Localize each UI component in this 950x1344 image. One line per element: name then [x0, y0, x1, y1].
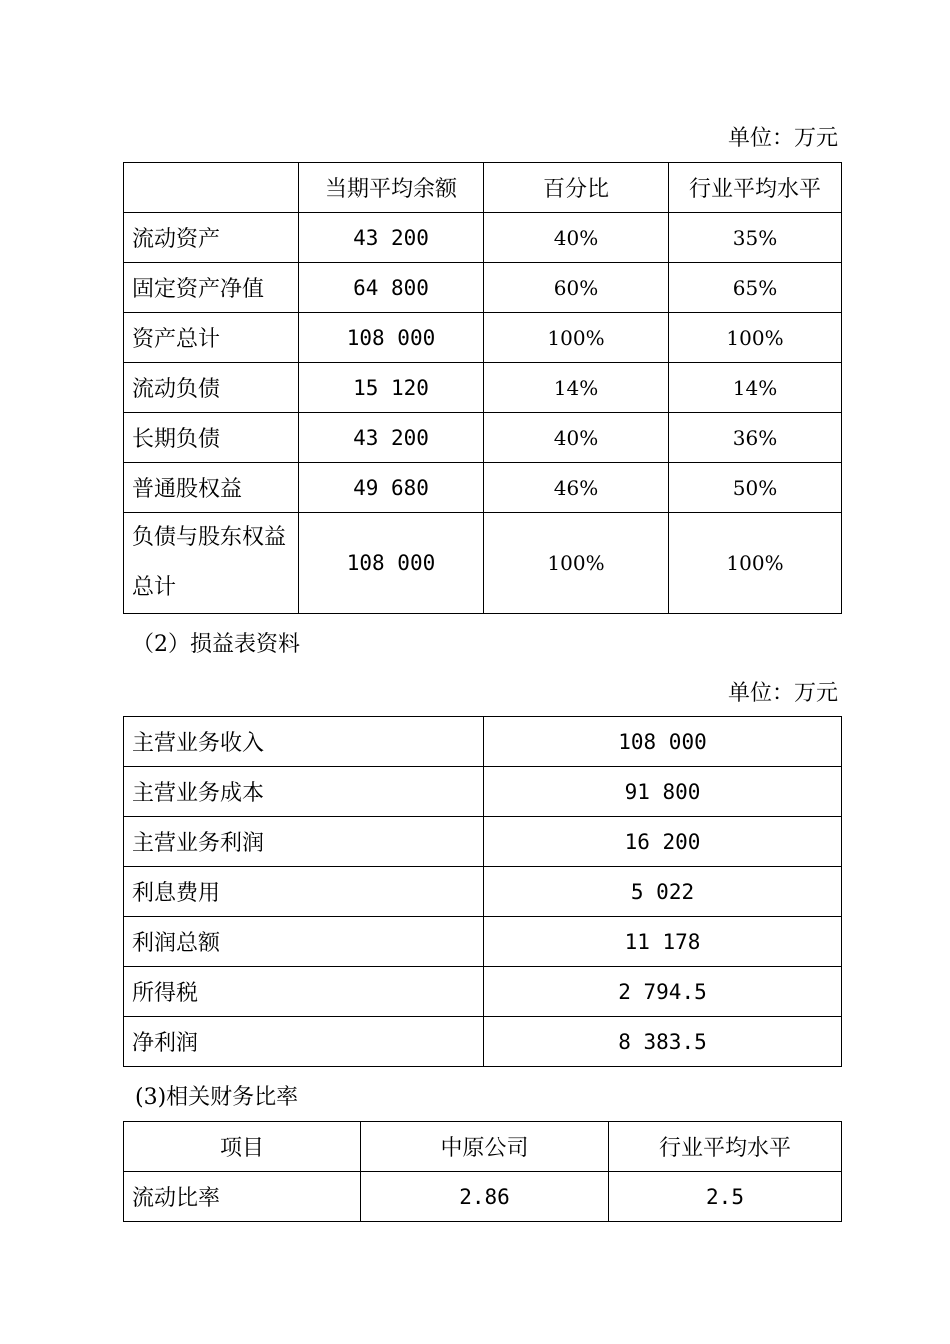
value-cell: 2 794.5 [484, 967, 842, 1017]
header-cell [124, 163, 299, 213]
industry-cell: 100% [669, 313, 842, 363]
table-row [124, 463, 842, 513]
header-cell: 中原公司 [361, 1122, 609, 1172]
item-cell: 流动比率 [124, 1172, 361, 1222]
item-cell: 主营业务收入 [124, 717, 484, 767]
table-row [124, 967, 842, 1017]
income-statement-table [123, 716, 842, 1067]
industry-cell: 100% [669, 513, 842, 614]
table-row [124, 363, 842, 413]
table-row [124, 717, 842, 767]
item-cell: 净利润 [124, 1017, 484, 1067]
industry-cell: 50% [669, 463, 842, 513]
table-header-row [124, 1122, 842, 1172]
industry-cell: 36% [669, 413, 842, 463]
header-cell: 百分比 [484, 163, 669, 213]
balance-sheet-table [123, 162, 842, 614]
pct-cell: 100% [484, 513, 669, 614]
table-row [124, 767, 842, 817]
table-row [124, 513, 842, 614]
table-row [124, 213, 842, 263]
header-cell: 行业平均水平 [609, 1122, 842, 1172]
item-cell: 所得税 [124, 967, 484, 1017]
table-row [124, 1172, 842, 1222]
pct-cell: 40% [484, 413, 669, 463]
avg-cell: 43 200 [299, 413, 484, 463]
unit-label: 单位：万元 [727, 126, 838, 151]
unit-label: 单位：万元 [727, 681, 838, 706]
item-cell: 流动负债 [124, 363, 299, 413]
table-row [124, 1017, 842, 1067]
financial-ratio-table [123, 1121, 842, 1222]
avg-cell: 108 000 [299, 513, 484, 614]
value-cell: 8 383.5 [484, 1017, 842, 1067]
item-cell: 固定资产净值 [124, 263, 299, 313]
value-cell: 5 022 [484, 867, 842, 917]
pct-cell: 40% [484, 213, 669, 263]
item-cell: 利息费用 [124, 867, 484, 917]
value-cell: 16 200 [484, 817, 842, 867]
avg-cell: 15 120 [299, 363, 484, 413]
value-cell: 108 000 [484, 717, 842, 767]
section-caption: (3)相关财务比率 [135, 1085, 299, 1110]
item-cell: 负债与股东权益总计 [124, 513, 299, 614]
value-cell: 11 178 [484, 917, 842, 967]
table-header-row [124, 163, 842, 213]
table-row [124, 263, 842, 313]
pct-cell: 46% [484, 463, 669, 513]
table-row [124, 413, 842, 463]
header-cell: 项目 [124, 1122, 361, 1172]
company-cell: 2.86 [361, 1172, 609, 1222]
header-cell: 行业平均水平 [669, 163, 842, 213]
section-caption: （2）损益表资料 [132, 632, 300, 657]
industry-cell: 2.5 [609, 1172, 842, 1222]
pct-cell: 100% [484, 313, 669, 363]
item-cell: 主营业务利润 [124, 817, 484, 867]
industry-cell: 65% [669, 263, 842, 313]
pct-cell: 14% [484, 363, 669, 413]
item-cell: 流动资产 [124, 213, 299, 263]
table-row [124, 817, 842, 867]
avg-cell: 64 800 [299, 263, 484, 313]
avg-cell: 49 680 [299, 463, 484, 513]
industry-cell: 14% [669, 363, 842, 413]
item-cell: 主营业务成本 [124, 767, 484, 817]
header-cell: 当期平均余额 [299, 163, 484, 213]
table-row [124, 867, 842, 917]
table-row [124, 313, 842, 363]
pct-cell: 60% [484, 263, 669, 313]
item-cell: 资产总计 [124, 313, 299, 363]
item-cell: 普通股权益 [124, 463, 299, 513]
value-cell: 91 800 [484, 767, 842, 817]
avg-cell: 108 000 [299, 313, 484, 363]
item-cell: 长期负债 [124, 413, 299, 463]
table-row [124, 917, 842, 967]
item-cell: 利润总额 [124, 917, 484, 967]
industry-cell: 35% [669, 213, 842, 263]
avg-cell: 43 200 [299, 213, 484, 263]
